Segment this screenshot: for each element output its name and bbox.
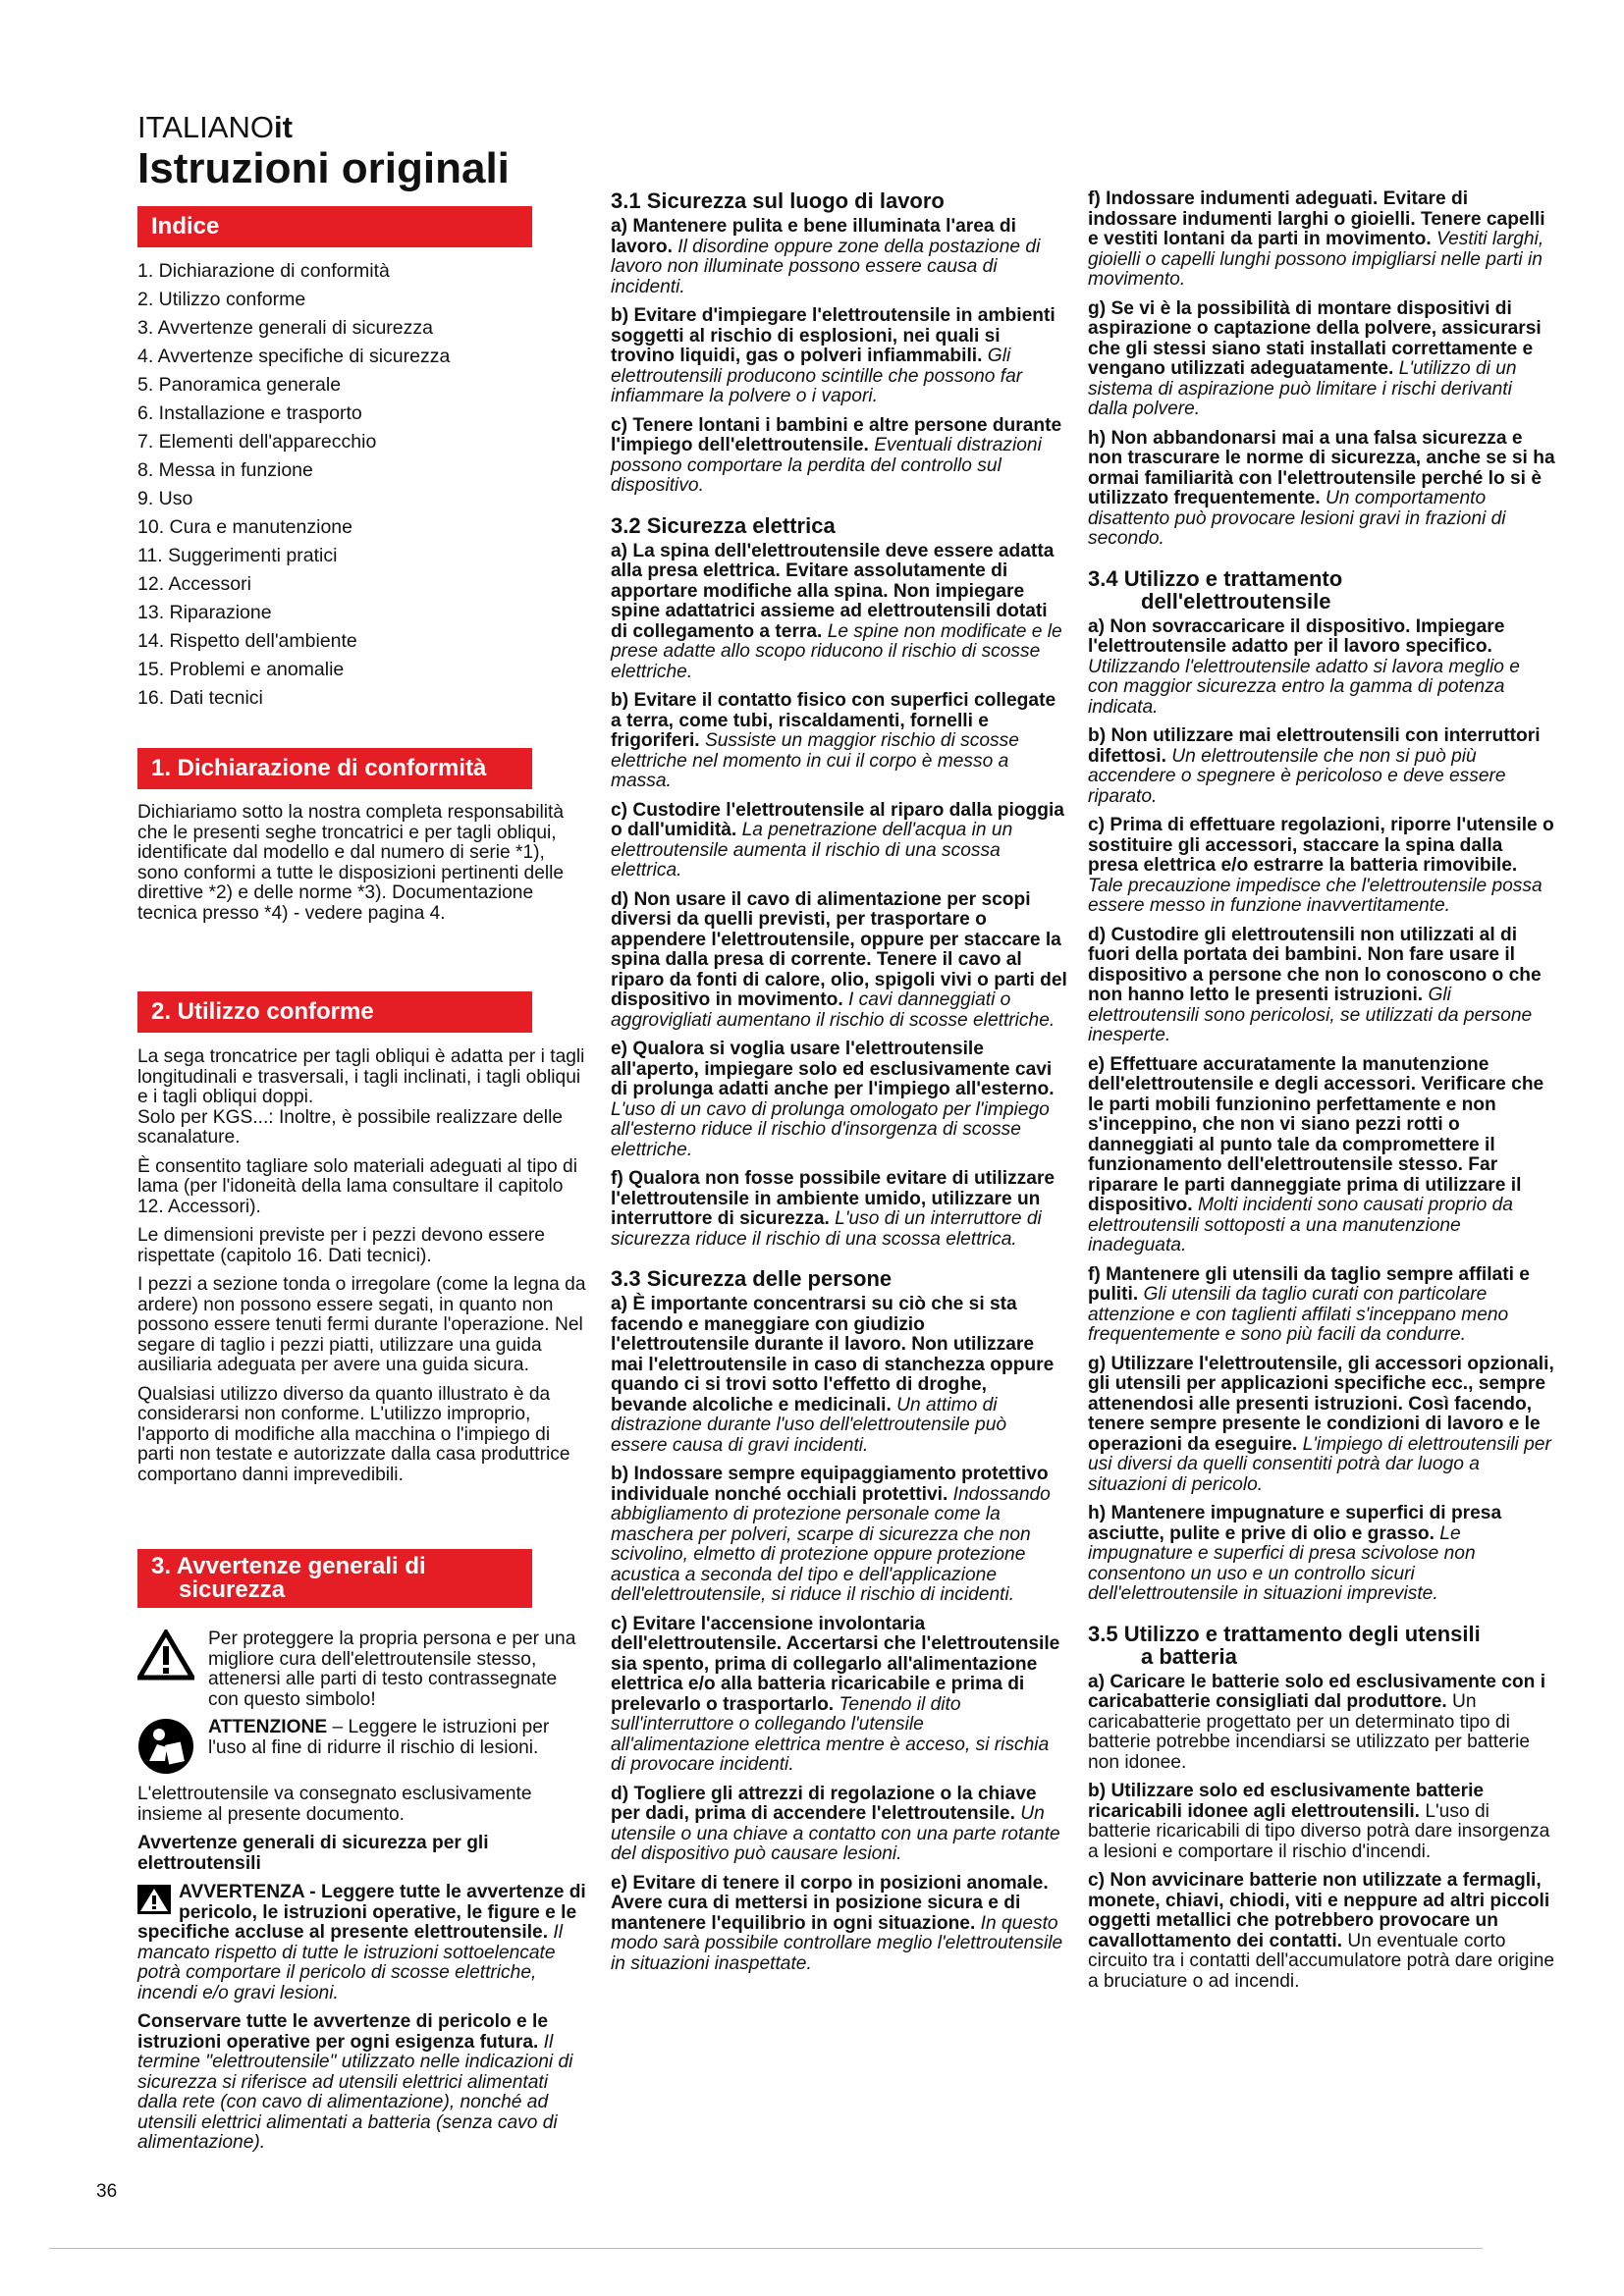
item-italic: Un utensile o una chiave a contatto con una parte rotante del dispositivo può causare lesioni.	[611, 1803, 1060, 1864]
item-italic: Vestiti larghi, gioielli o capelli lunghi possono impigliarsi nelle parti in movimento.	[1088, 229, 1544, 290]
item	[611, 1465, 1067, 1606]
language-name: ITALIANO	[137, 110, 274, 144]
item	[611, 416, 1067, 497]
item-bold: c) Tenere lontani i bambini e altre persone durante l'impiego dell'elettroutensile.	[611, 414, 1062, 455]
section-3-subheading	[137, 1834, 587, 1874]
language-code: it	[273, 110, 293, 144]
section-2-para: La sega troncatrice per tagli obliqui è adatta per i tagli longitudinali e trasversali, i tagli inclinati, i tagli obliqui e i tagli obliqui doppi.	[137, 1046, 585, 1107]
item-italic: L'utilizzo di un sistema di aspirazione può limitare i rischi derivanti dalla polvere.	[1088, 358, 1517, 419]
item-italic: I cavi danneggiati o aggrovigliati aumentano il rischio di scosse elettriche.	[611, 989, 1056, 1031]
item	[1088, 299, 1555, 420]
page-number: 36	[96, 2181, 118, 2202]
section-3-para: L'elettroutensile va consegnato esclusivamente insieme al presente documento.	[137, 1784, 532, 1825]
item-italic: Un comportamento disattento può provocare lesioni gravi in frazioni di secondo.	[1088, 488, 1506, 549]
toc-item: 7. Elementi dell'apparecchio	[137, 431, 377, 453]
item-bold: e) Qualora si voglia usare l'elettroutensile all'aperto, impiegare solo ed esclusivamente cavi di prolunga adatti anche per l'impiego all'esterno.	[611, 1039, 1055, 1099]
item-bold: d) Togliere gli attrezzi di regolazione o la chiave per dadi, prima di accendere l'elettroutensile.	[611, 1783, 1037, 1824]
item	[1088, 1265, 1555, 1346]
item	[611, 1785, 1067, 1865]
warning-triangle-icon	[137, 1629, 194, 1681]
column-2	[611, 189, 1067, 1983]
item-bold: c) Custodire l'elettroutensile al riparo dalla pioggia o dall'umidità.	[611, 799, 1064, 840]
item	[1088, 429, 1555, 550]
item	[1088, 1871, 1555, 1992]
item-italic: Un elettroutensile che non si può più accendere o spegnere è pericoloso e deve essere riparato.	[1088, 745, 1506, 807]
toc-item: 3. Avvertenze generali di sicurezza	[137, 317, 433, 339]
section-2-para: Qualsiasi utilizzo diverso da quanto illustrato è da considerarsi non conforme. L'utilizzo improprio, l'apporto di modifiche alla macchina o l'impiego di parti non testate e autorizzate dalla casa produttrice comportano danni imprevedibili.	[137, 1383, 570, 1485]
item-italic: Molti incidenti sono causati proprio da elettroutensili sottoposti a una manutenzione inadeguata.	[1088, 1195, 1513, 1255]
toc-item: 12. Accessori	[137, 573, 251, 595]
keep-italic: Il termine "elettroutensile" utilizzato nelle indicazioni di sicurezza si riferisce ad utensili elettrici alimentati dalla rete (con cavo di alimentazione), nonché ad utensili elettrici alimentati a batteria (senza cavo di alimentazione).	[137, 2031, 573, 2153]
item-italic: Utilizzando l'elettroutensile adatto si lavora meglio e con maggior sicurezza entro la gamma di potenza indicata.	[1088, 656, 1520, 718]
item	[1088, 1673, 1555, 1774]
item-italic: Gli elettroutensili producono scintille che possono far infiammare la polvere o i vapori.	[611, 346, 1023, 406]
toc-item: 10. Cura e manutenzione	[137, 516, 352, 538]
section-3-body	[137, 1629, 587, 2163]
section-3-heading-line2: sicurezza	[179, 1576, 286, 1603]
toc-item: 13. Riparazione	[137, 602, 272, 623]
item-bold: a) È importante concentrarsi su ciò che si sta facendo e maneggiare con giudizio l'elettroutensile durante il lavoro. Non utilizzare mai l'elettroutensile in caso di stanchezza oppure quando ci si trovi sotto l'effetto di droghe, bevande alcoliche e medicinali.	[611, 1294, 1055, 1415]
item-bold: f) Qualora non fosse possibile evitare di utilizzare l'elettroutensile in ambiente umido, utilizzare un interruttore di sicurezza.	[611, 1168, 1056, 1229]
warning-bold: AVVERTENZA - Leggere tutte le avvertenze di pericolo, le istruzioni operative, le figure e le specifiche accluse al presente elettroutensile.	[137, 1882, 586, 1943]
item	[1088, 1782, 1555, 1862]
item	[611, 542, 1067, 683]
item-normal: L'uso di batterie ricaricabili di tipo diverso potrà dare insorgenza a lesioni e comportare il rischio d'incendi.	[1088, 1800, 1550, 1862]
section-3-2-heading: 3.2 Sicurezza elettrica	[611, 512, 836, 538]
toc-item: 1. Dichiarazione di conformità	[137, 260, 390, 282]
keep-instructions-paragraph	[137, 2012, 587, 2154]
item-italic: L'uso di un cavo di prolunga omologato per l'impiego all'esterno riduce il rischio d'insorgenza di scosse elettriche.	[611, 1098, 1050, 1160]
heading-line2: dell'elettroutensile	[1141, 588, 1331, 614]
item	[611, 691, 1067, 792]
item-italic: Il disordine oppure zone della postazione di lavoro non illuminate possono essere causa di incidenti.	[611, 236, 1041, 297]
toc-heading: Indice	[137, 206, 532, 247]
item-bold: c) Non avvicinare batterie non utilizzate a fermagli, monete, chiavi, chiodi, viti e neppure ad altri piccoli oggetti metallici che potrebbero provocare un cavallottamento dei contatti.	[1088, 1870, 1550, 1951]
item-bold: a) Caricare le batterie solo ed esclusivamente con i caricabatterie consigliati dal produttore.	[1088, 1671, 1546, 1712]
page-title: Istruzioni originali	[137, 144, 510, 192]
item	[1088, 1504, 1555, 1605]
item-italic: Un attimo di distrazione durante l'uso dell'elettroutensile può essere causa di gravi incidenti.	[611, 1394, 1007, 1456]
item-bold: g) Se vi è la possibilità di montare dispositivi di aspirazione o captazione della polvere, assicurarsi che gli stessi siano stati installati correttamente e vengano utilizzati adeguatamente.	[1088, 297, 1542, 379]
heading-line2: a batteria	[1141, 1643, 1237, 1669]
item-bold: f) Indossare indumenti adeguati. Evitare di indossare indumenti larghi o gioielli. Tenere capelli e vestiti lontani da parti in movimento.	[1088, 188, 1545, 249]
section-3-1-heading: 3.1 Sicurezza sul luogo di lavoro	[611, 188, 945, 213]
attention-text	[208, 1718, 587, 1758]
heading-line1: 3.5 Utilizzo e trattamento degli utensili	[1088, 1621, 1481, 1646]
column-3	[1088, 189, 1555, 2001]
item	[611, 801, 1067, 881]
attention-label: ATTENZIONE	[208, 1717, 328, 1737]
item-italic: Le impugnature e superfici di presa scivolose non consentono un uso e un controllo sicuri dell'elettroutensile in situazioni impreviste.	[1088, 1522, 1476, 1604]
item-italic: In questo modo sarà possibile controllare meglio l'elettroutensile in situazioni inaspettate.	[611, 1912, 1063, 1974]
item-bold: a) La spina dell'elettroutensile deve essere adatta alla presa elettrica. Evitare assolutamente di apportare modifiche alla spina. Non impiegare spine adattatrici assieme ad elettroutensili dotati di collegamento a terra.	[611, 540, 1055, 642]
item-bold: f) Mantenere gli utensili da taglio sempre affilati e puliti.	[1088, 1263, 1530, 1305]
item-bold: b) Evitare il contatto fisico con superfici collegate a terra, come tubi, riscaldamenti, fornelli e frigoriferi.	[611, 690, 1056, 751]
attention-body: – Leggere le istruzioni per l'uso al fine di ridurre il rischio di lesioni.	[208, 1717, 550, 1758]
item	[611, 1169, 1067, 1250]
item-italic: Le spine non modificate e le prese adatte allo scopo riducono il rischio di scosse elettriche.	[611, 620, 1062, 682]
read-manual-icon	[137, 1718, 194, 1775]
section-2-para: Le dimensioni previste per i pezzi devono essere rispettate (capitolo 16. Dati tecnici).	[137, 1225, 545, 1266]
item-italic: La penetrazione dell'acqua in un elettroutensile aumenta il rischio di una scossa elettrica.	[611, 820, 1013, 881]
section-1-heading: 1. Dichiarazione di conformità	[137, 748, 532, 789]
item-bold: d) Custodire gli elettroutensili non utilizzati al di fuori della portata dei bambini. Non fare usare il dispositivo a persone che non lo conoscono o che non hanno letto le presenti istruzioni.	[1088, 924, 1542, 1005]
item-italic: Gli elettroutensili sono pericolosi, se utilizzati da persone inesperte.	[1088, 985, 1533, 1045]
item-bold: a) Mantenere pulita e bene illuminata l'area di lavoro.	[611, 216, 1016, 257]
section-2-para: Solo per KGS...: Inoltre, è possibile realizzare delle scanalature.	[137, 1106, 564, 1148]
warning-text: Per proteggere la propria persona e per una migliore cura dell'elettroutensile stesso, attenersi alle parti di testo contrassegnate con questo simbolo!	[208, 1629, 576, 1710]
item	[1088, 617, 1555, 719]
item	[611, 306, 1067, 407]
toc-item: 11. Suggerimenti pratici	[137, 545, 338, 566]
toc-item: 8. Messa in funzione	[137, 459, 313, 481]
language-label	[137, 110, 293, 145]
item-bold: a) Non sovraccaricare il dispositivo. Impiegare l'elettroutensile adatto per il lavoro specifico.	[1088, 615, 1505, 657]
item	[1088, 1355, 1555, 1496]
section-3-5-heading	[1088, 1623, 1555, 1668]
section-1-text: Dichiariamo sotto la nostra completa responsabilità che le presenti seghe troncatrici e per tagli obliqui, identificate dal modello e dal numero di serie *1), sono conformi a tutte le disposizioni pertinenti delle direttive *2) e delle norme *3). Documentazione tecnica presso *4) - vedere pagina 4.	[137, 802, 565, 924]
item	[611, 1874, 1067, 1975]
section-3-subheading-text: Avvertenze generali di sicurezza per gli elettroutensili	[137, 1833, 489, 1874]
warning-italic: Il mancato rispetto di tutte le istruzioni sottoelencate potrà comportare il pericolo di scosse elettriche, incendi e/o gravi lesioni.	[137, 1922, 563, 2003]
item-bold: b) Evitare d'impiegare l'elettroutensile in ambienti soggetti al rischio di esplosioni, nei quali si trovino liquidi, gas o polveri infiammabili.	[611, 305, 1056, 366]
item-bold: e) Effettuare accuratamente la manutenzione dell'elettroutensile e degli accessori. Verificare che le parti mobili funzionino perfettamente e non s'inceppino, che non vi siano pezzi rotti o danneggiati al punto tale da compromettere il funzionamento dell'elettroutensile stesso. Far riparare le parti danneggiate prima di utilizzare il dispositivo.	[1088, 1053, 1544, 1215]
toc-item: 2. Utilizzo conforme	[137, 289, 306, 310]
section-3-heading	[137, 1549, 532, 1608]
item-bold: b) Indossare sempre equipaggiamento protettivo individuale nonché occhiali protettivi.	[611, 1464, 1049, 1505]
item-italic: Tenendo il dito sull'interruttore o collegando l'utensile all'alimentazione elettrica mentre è acceso, si rischia di provocare incidenti.	[611, 1693, 1050, 1775]
item	[611, 1615, 1067, 1776]
item-italic: L'impiego di elettroutensili per usi diversi da quelli consentiti potrà dar luogo a situazioni di pericolo.	[1088, 1433, 1551, 1495]
section-2-body	[137, 1047, 587, 1494]
toc-item: 16. Dati tecnici	[137, 687, 263, 709]
toc-item: 4. Avvertenze specifiche di sicurezza	[137, 346, 451, 367]
toc-item: 6. Installazione e trasporto	[137, 402, 362, 424]
item	[611, 890, 1067, 1032]
item-normal: Un caricabatterie progettato per un determinato tipo di batterie potrebbe incendiarsi se utilizzato per batterie non idonee.	[1088, 1691, 1531, 1773]
item-italic: Indossando abbigliamento di protezione personale come la maschera per polveri, scarpe di sicurezza che non scivolino, elmetto di protezione oppure protezione acustica a seconda del tipo e dell'applicazione dell'elettroutensile, si riduce il rischio di incidenti.	[611, 1483, 1051, 1605]
item	[611, 1040, 1067, 1160]
item-italic: Tale precauzione impedisce che l'elettroutensile possa essere messo in funzione inavvertitamente.	[1088, 875, 1543, 916]
toc-item: 5. Panoramica generale	[137, 374, 342, 396]
item-bold: b) Non utilizzare mai elettroutensili con interruttori difettosi.	[1088, 725, 1541, 767]
item	[1088, 926, 1555, 1046]
item	[1088, 1055, 1555, 1256]
item	[1088, 189, 1555, 291]
item-normal: Un eventuale corto circuito tra i contatti dell'accumulatore potrà dare origine a bruciature o ad incendi.	[1088, 1930, 1555, 1992]
item	[611, 1295, 1067, 1456]
section-3-3-heading: 3.3 Sicurezza delle persone	[611, 1266, 893, 1291]
item-bold: g) Utilizzare l'elettroutensile, gli accessori opzionali, gli utensili per applicazioni specifiche ecc., sempre attenendosi alle presenti istruzioni. Così facendo, tenere sempre presente le condizioni di lavoro e le operazioni da eseguire.	[1088, 1353, 1554, 1455]
toc-item: 9. Uso	[137, 488, 193, 509]
section-2-para: È consentito tagliare solo materiali adeguati al tipo di lama (per l'idoneità della lama consultare il capitolo 12. Accessori).	[137, 1155, 577, 1217]
warning-triangle-icon	[137, 1885, 171, 1914]
item	[611, 217, 1067, 297]
heading-line1: 3.4 Utilizzo e trattamento	[1088, 565, 1343, 591]
section-1-body	[137, 803, 587, 933]
item-italic: L'uso di un interruttore di sicurezza riduce il rischio di una scossa elettrica.	[611, 1208, 1042, 1250]
keep-bold: Conservare tutte le avvertenze di pericolo e le istruzioni operative per ogni esigenza futura.	[137, 2011, 549, 2053]
section-2-para: I pezzi a sezione tonda o irregolare (come la legna da ardere) non possono essere segati, in quanto non possono essere tenuti fermi durante l'operazione. Nel segare di taglio i pezzi piatti, utilizzare una guida ausiliaria adeguata per avere una guida sicura.	[137, 1274, 586, 1375]
item-italic: Eventuali distrazioni possono comportare la perdita del controllo sul dispositivo.	[611, 435, 1042, 496]
item-bold: d) Non usare il cavo di alimentazione per scopi diversi da quelli previsti, per trasportare o appendere l'elettroutensile, oppure per staccare la spina dalla presa di corrente. Tenere il cavo al riparo da fonti di calore, olio, spigoli vivi o parti del dispositivo in movimento.	[611, 888, 1067, 1010]
item-bold: h) Mantenere impugnature e superfici di presa asciutte, pulite e prive di olio e grasso.	[1088, 1503, 1502, 1544]
section-3-4-heading	[1088, 567, 1555, 613]
item-italic: Sussiste un maggior rischio di scosse elettriche nel momento in cui il corpo è messo a massa.	[611, 730, 1019, 791]
item	[1088, 726, 1555, 807]
section-2-heading: 2. Utilizzo conforme	[137, 991, 532, 1033]
section-3-heading-line1: 3. Avvertenze generali di	[151, 1553, 426, 1579]
warning-paragraph	[137, 1883, 587, 2003]
item	[1088, 816, 1555, 917]
toc-item: 14. Rispetto dell'ambiente	[137, 630, 357, 652]
item-bold: h) Non abbandonarsi mai a una falsa sicurezza e non trascurare le norme di sicurezza, anche se si ha ormai familiarità con l'elettroutensile perché lo si è utilizzato frequentemente.	[1088, 427, 1555, 508]
item-bold: c) Prima di effettuare regolazioni, riporre l'utensile o sostituire gli accessori, staccare la spina dalla presa elettrica e/o estrarre la batteria rimovibile.	[1088, 815, 1554, 876]
toc-list	[137, 257, 450, 713]
item-bold: e) Evitare di tenere il corpo in posizioni anomale. Avere cura di mettersi in posizione sicura e di mantenere l'equilibrio in ogni situazione.	[611, 1872, 1049, 1934]
item-bold: c) Evitare l'accensione involontaria dell'elettroutensile. Accertarsi che l'elettroutensile sia spento, prima di collegarlo all'alimentazione elettrica e/o alla batteria ricaricabile e prima di prelevarlo o trasportarlo.	[611, 1613, 1060, 1715]
item-bold: b) Utilizzare solo ed esclusivamente batterie ricaricabili idonee agli elettroutensili.	[1088, 1781, 1485, 1822]
toc-item: 15. Problemi e anomalie	[137, 659, 345, 680]
item-italic: Gli utensili da taglio curati con particolare attenzione e con taglienti affilati s'inceppano meno frequentemente e sono più facili da condurre.	[1088, 1284, 1509, 1345]
footer-divider	[49, 2248, 1483, 2249]
